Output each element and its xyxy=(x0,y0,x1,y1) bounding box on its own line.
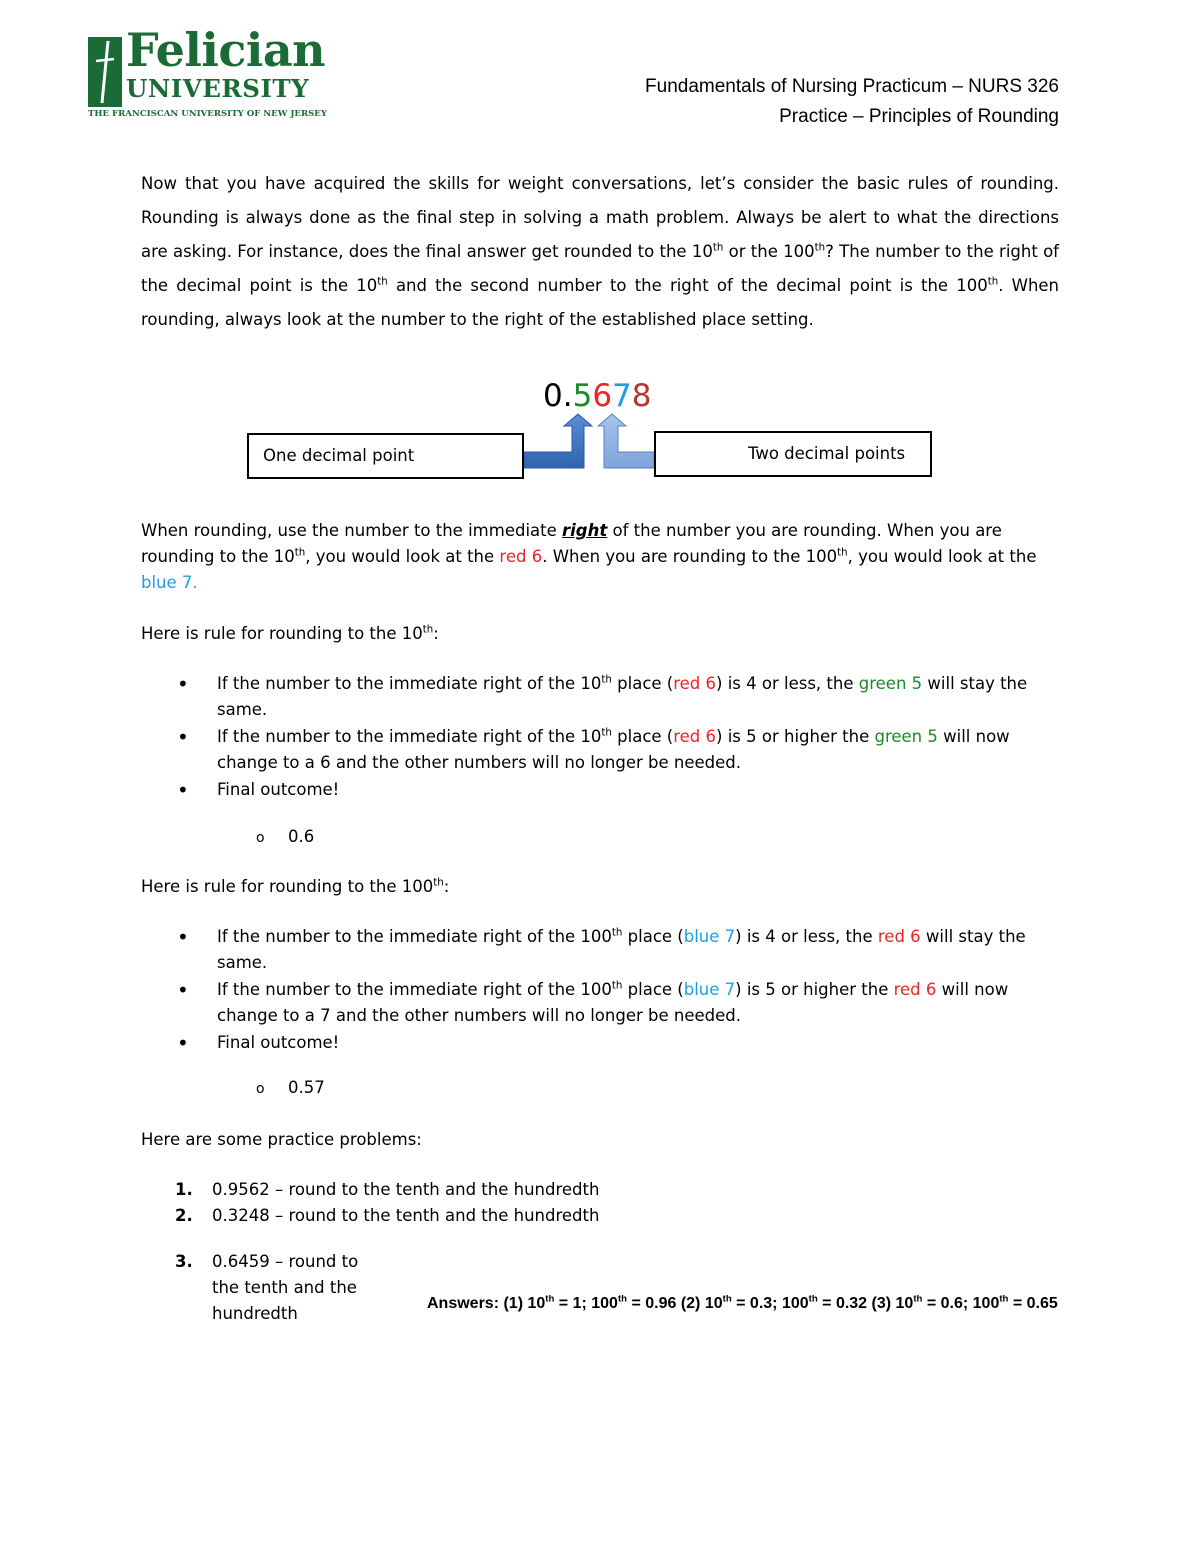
superscript: th xyxy=(808,1293,818,1305)
logo-name: Felician xyxy=(126,23,326,77)
rule-text: If the number to the immediate right of the 10 xyxy=(217,727,602,746)
tenth-heading-colon: : xyxy=(433,624,439,643)
digit-red-6: 6 xyxy=(592,378,613,414)
rule-text: place ( xyxy=(611,674,674,693)
digit-green-5: 5 xyxy=(572,378,593,414)
superscript: th xyxy=(814,242,826,254)
rule-text: ) is 5 or higher the xyxy=(716,727,875,746)
intro-paragraph xyxy=(141,167,1059,337)
problem-text: 0.3248 – round to the tenth and the hundredth xyxy=(212,1206,600,1225)
superscript: th xyxy=(722,1293,732,1305)
one-decimal-box: One decimal point xyxy=(247,433,524,479)
hundredth-heading xyxy=(141,874,449,900)
superscript: th xyxy=(999,1293,1009,1305)
intro-text-5: . When rounding, always look at the number to the right of the established place setting. xyxy=(141,276,1060,329)
superscript: th xyxy=(611,980,623,992)
pointer-arrows xyxy=(520,410,660,476)
superscript: th xyxy=(601,674,612,686)
rule-text: will now change to a 6 and the other numbers will no longer be needed. xyxy=(217,727,1010,772)
rule-text: If the number to the immediate right of the 100 xyxy=(217,980,612,999)
blue-7-label: blue 7 xyxy=(683,927,736,946)
list-item xyxy=(175,724,1065,776)
rule-text: ) is 4 or less, the xyxy=(716,674,859,693)
superscript: th xyxy=(611,927,623,939)
red-6-label: red 6 xyxy=(877,927,921,946)
outcome-value: 0.57 xyxy=(288,1078,325,1097)
arrow-right-icon xyxy=(598,414,654,468)
hundredth-outcome xyxy=(256,1075,325,1102)
answer-text: = 0.6; 100 xyxy=(922,1295,1000,1312)
rule-text: If the number to the immediate right of the 100 xyxy=(217,927,612,946)
document-header xyxy=(645,72,1059,132)
blue-7-label: blue 7 xyxy=(683,980,736,999)
outline-bullet-icon: o xyxy=(256,1081,265,1097)
hundredth-heading-colon: : xyxy=(443,877,450,896)
rule-text: place ( xyxy=(622,927,684,946)
problem-text: 0.9562 – round to the tenth and the hundredth xyxy=(212,1180,600,1199)
two-decimal-box: Two decimal points xyxy=(654,431,932,477)
superscript: th xyxy=(601,727,612,739)
answer-text: = 0.65 xyxy=(1008,1295,1058,1312)
rule-text: Final outcome! xyxy=(217,1033,340,1052)
number-prefix: 0. xyxy=(543,378,573,414)
logo-tagline: THE FRANCISCAN UNIVERSITY OF NEW JERSEY xyxy=(88,109,327,119)
intro-text-4: and the second number to the right of the decimal point is the 100 xyxy=(387,276,988,295)
rule-text: If the number to the immediate right of the 10 xyxy=(217,674,602,693)
logo-subtitle: UNIVERSITY xyxy=(126,74,310,103)
rule-text: will now change to a 7 and the other numbers will no longer be needed. xyxy=(217,980,1009,1025)
superscript: th xyxy=(377,276,388,288)
explain-paragraph xyxy=(141,518,1059,596)
digit-8: 8 xyxy=(631,378,652,414)
hundredth-rules-list xyxy=(175,924,1065,1057)
answer-text: = 0.96 (2) 10 xyxy=(627,1295,723,1312)
digit-blue-7: 7 xyxy=(612,378,632,414)
superscript: th xyxy=(987,276,999,288)
rule-text: will stay the same. xyxy=(217,674,1028,719)
answer-text: = 0.3; 100 xyxy=(731,1295,809,1312)
emphasis-right: right xyxy=(562,521,608,540)
tenth-rules-list xyxy=(175,671,1065,804)
blue-7-label: blue 7. xyxy=(141,573,198,592)
superscript: th xyxy=(913,1293,923,1305)
red-6-label: red 6 xyxy=(673,674,717,693)
superscript: th xyxy=(617,1293,627,1305)
intro-text-1: Now that you have acquired the skills for weight conversations, let’s consider the basic rules of rounding. Rounding is always done as the final step in solving a math problem. Always be alert to what the directions are asking. For instance, does the final answer get rounded to the 10 xyxy=(141,174,1059,261)
rule-text: will stay the same. xyxy=(217,927,1026,972)
superscript: th xyxy=(294,547,306,559)
logo-cross-icon xyxy=(88,37,122,107)
felician-logo xyxy=(88,23,338,125)
rule-text: Final outcome! xyxy=(217,780,340,799)
superscript: th xyxy=(545,1293,555,1305)
superscript: th xyxy=(422,624,434,636)
green-5-label: green 5 xyxy=(858,674,923,693)
course-title: Fundamentals of Nursing Practicum – NURS 326 xyxy=(645,76,1059,97)
list-item xyxy=(175,671,1065,723)
list-item xyxy=(175,1030,1065,1056)
green-5-label: green 5 xyxy=(874,727,938,746)
tenth-heading-text: Here is rule for rounding to the 10 xyxy=(141,624,423,643)
list-item xyxy=(141,1249,381,1327)
explain-text-b: of the number you are rounding. When you are rounding to the 10 xyxy=(141,521,1002,566)
explain-text-e: , you would look at the xyxy=(847,547,1037,566)
list-item xyxy=(175,977,1065,1029)
practice-list-continued xyxy=(141,1249,381,1327)
list-item xyxy=(175,924,1065,976)
superscript: th xyxy=(712,242,724,254)
red-6-label: red 6 xyxy=(499,547,543,566)
explain-text-c: , you would look at the xyxy=(305,547,500,566)
answer-text: = 1; 100 xyxy=(554,1295,618,1312)
tenth-heading xyxy=(141,621,439,647)
list-item xyxy=(141,1203,741,1229)
red-6-label: red 6 xyxy=(893,980,937,999)
answers-line xyxy=(427,1291,1058,1317)
rule-text: ) is 5 or higher the xyxy=(735,980,894,999)
tenth-outcome xyxy=(256,824,314,851)
intro-text-2: or the 100 xyxy=(723,242,815,261)
list-item xyxy=(175,777,1065,803)
outcome-value: 0.6 xyxy=(288,827,315,846)
practice-list xyxy=(141,1177,741,1229)
arrow-left-icon xyxy=(524,414,592,468)
explain-text-d: . When you are rounding to the 100 xyxy=(542,547,838,566)
explain-text-a: When rounding, use the number to the immediate xyxy=(141,521,562,540)
rule-text: place ( xyxy=(622,980,684,999)
superscript: th xyxy=(433,877,444,889)
intro-text-3: ? The number to the right of the decimal point is the 10 xyxy=(141,242,1059,295)
red-6-label: red 6 xyxy=(673,727,717,746)
problem-text: 0.6459 – round to the tenth and the hundredth xyxy=(212,1252,359,1323)
superscript: th xyxy=(837,547,848,559)
rule-text: ) is 4 or less, the xyxy=(735,927,878,946)
answer-text: = 0.32 (3) 10 xyxy=(817,1295,914,1312)
problem-number: 3. xyxy=(175,1252,193,1271)
list-item xyxy=(141,1177,741,1203)
problem-number: 1. xyxy=(175,1180,193,1199)
problem-number: 2. xyxy=(175,1206,193,1225)
outline-bullet-icon: o xyxy=(256,830,265,846)
answer-text: Answers: (1) 10 xyxy=(427,1295,546,1312)
hundredth-heading-text: Here is rule for rounding to the 100 xyxy=(141,877,434,896)
rule-text: place ( xyxy=(611,727,674,746)
page-title: Practice – Principles of Rounding xyxy=(779,106,1059,127)
practice-heading: Here are some practice problems: xyxy=(141,1130,422,1149)
